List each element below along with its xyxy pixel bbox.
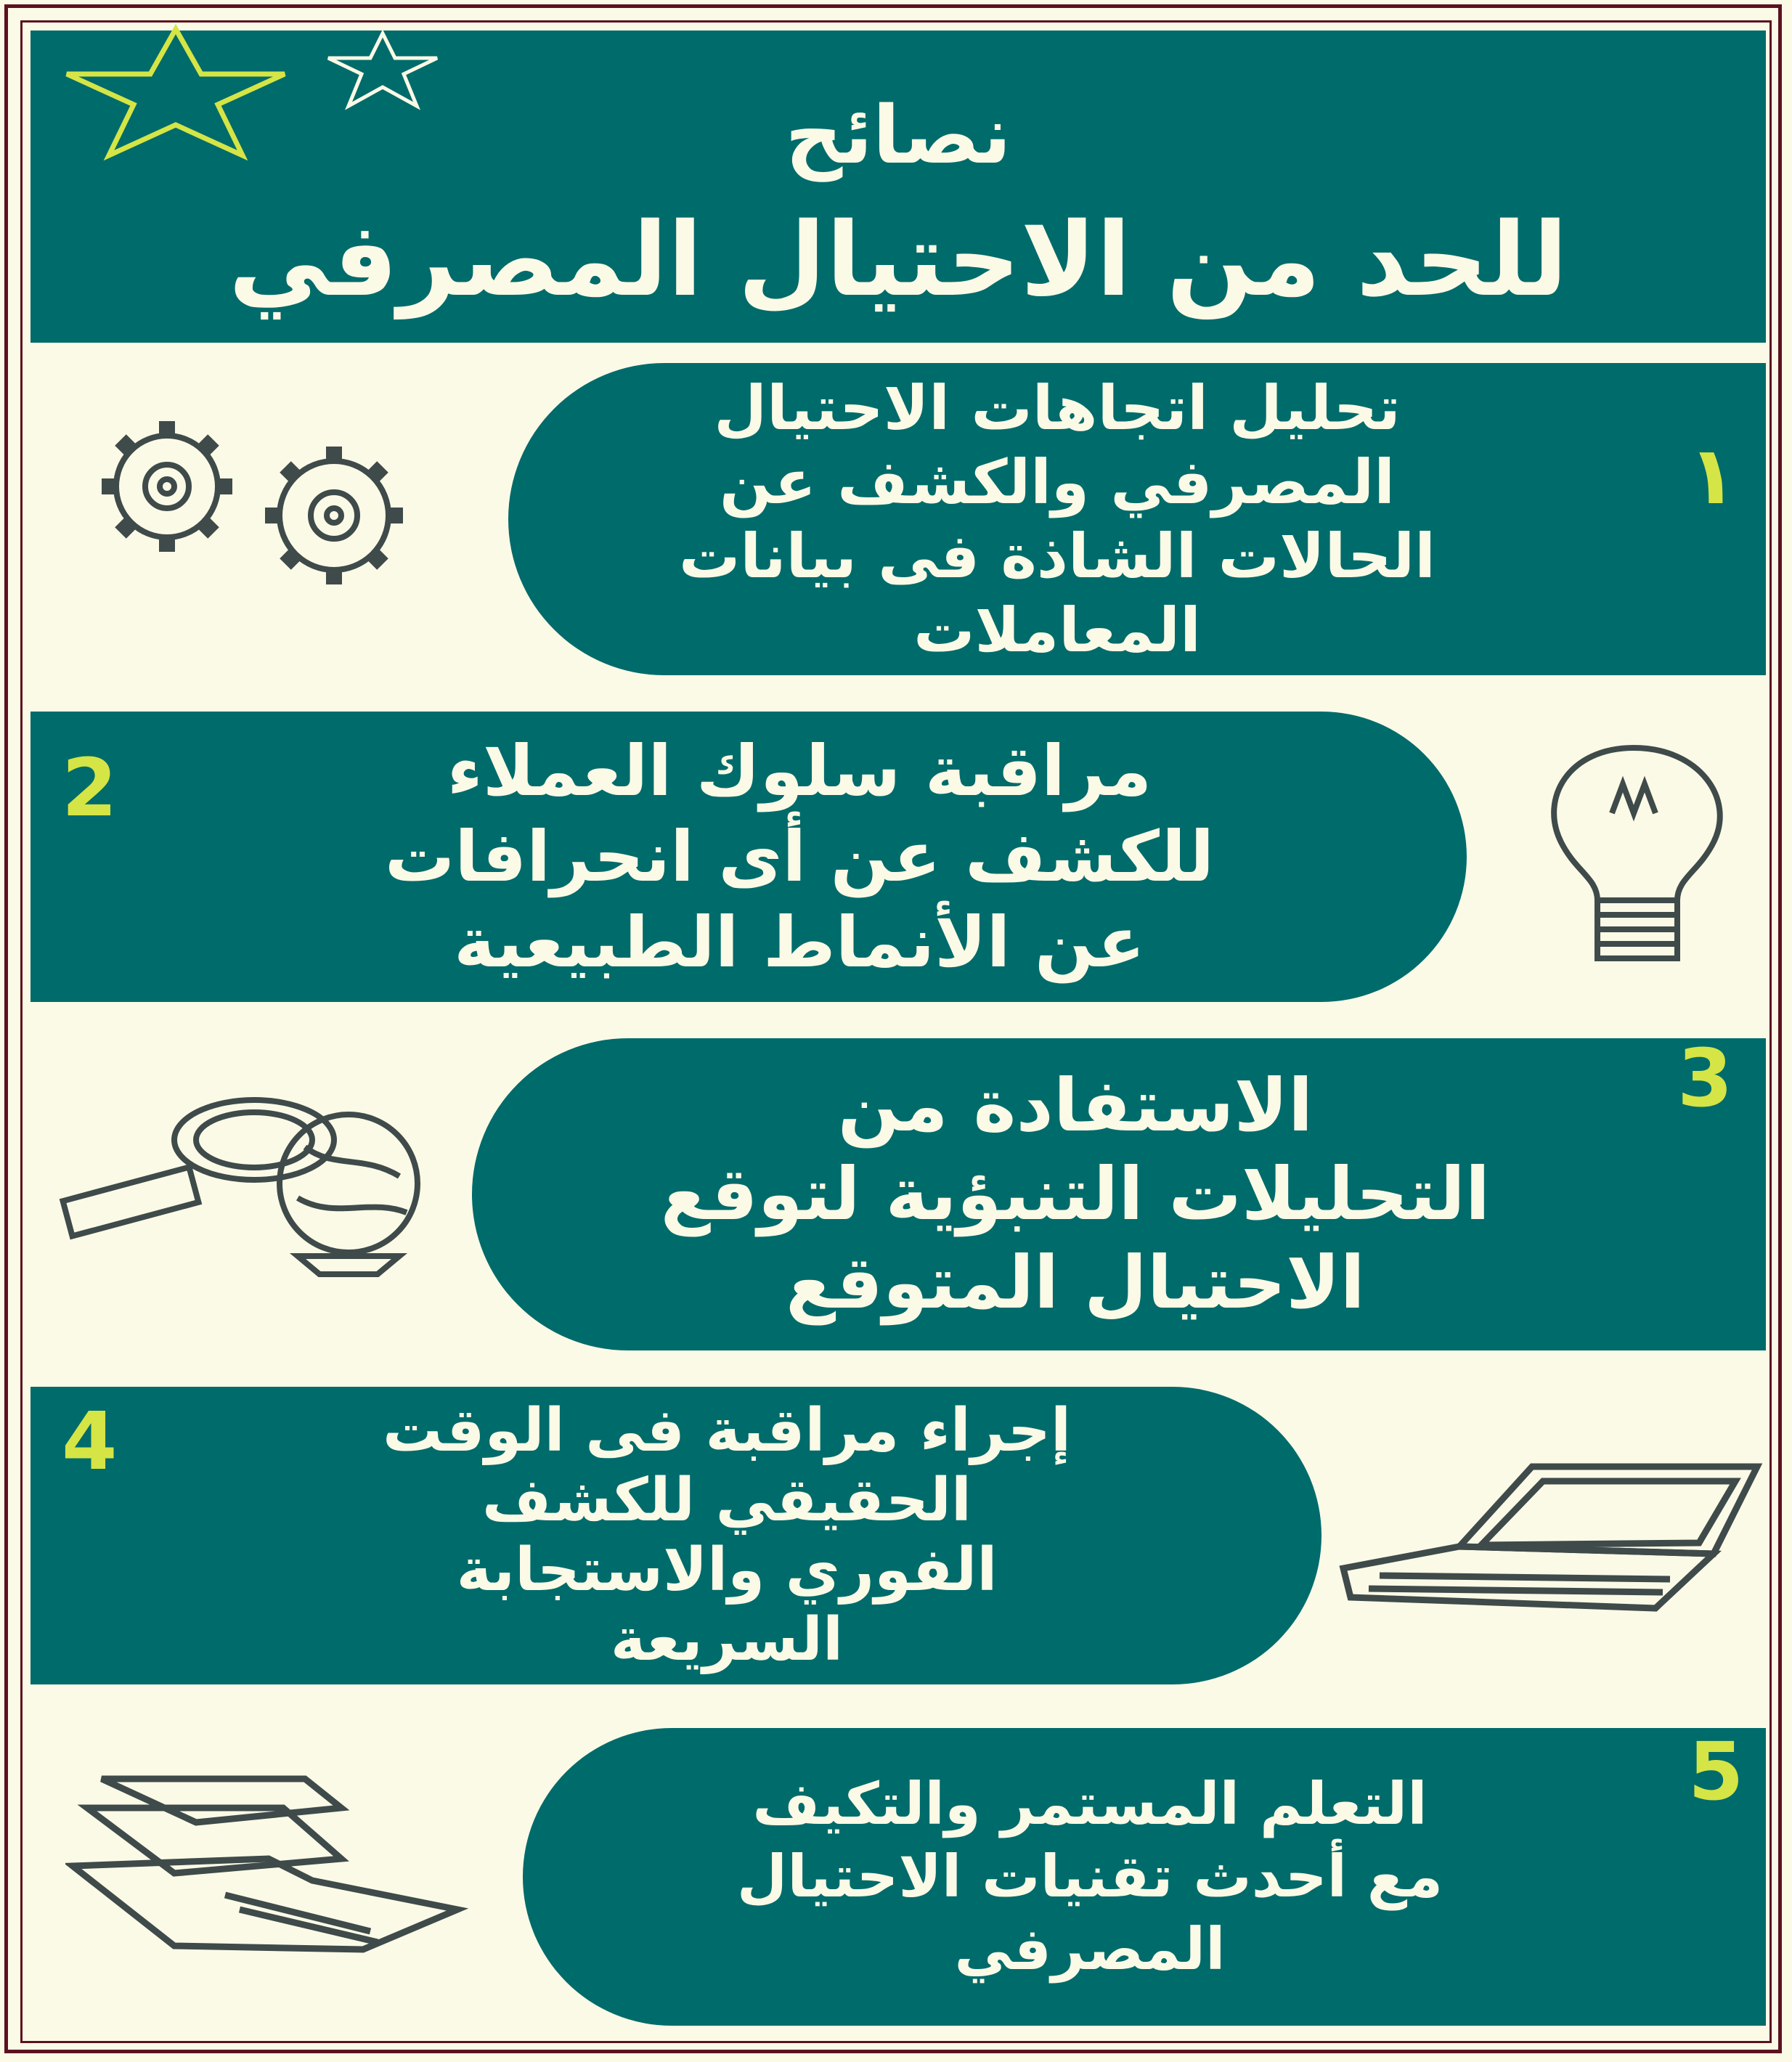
tip-2-number: 2	[62, 741, 118, 834]
tip-1-number: ١	[1688, 429, 1738, 522]
title-line-1: نصائح	[785, 89, 1011, 182]
tip-5-line-3: المصرفي	[954, 1915, 1226, 1983]
tip-4-line-2: الحقيقي للكشف	[481, 1466, 972, 1535]
laptop-icon	[1336, 1459, 1764, 1619]
tip-1-line-3: الحالات الشاذة فى بيانات	[679, 521, 1436, 592]
lightbulb-icon	[1503, 733, 1764, 966]
tip-2-line-1: مراقبة سلوك العملاء	[447, 730, 1152, 812]
tip-5-band	[523, 1725, 1766, 2026]
tip-2-line-3: عن الأنماط الطبيعية	[454, 902, 1145, 983]
tip-2-band	[30, 712, 1467, 1002]
tip-4-number: 4	[62, 1395, 118, 1488]
tip-1-line-1: تحليل اتجاهات الاحتيال	[714, 372, 1401, 444]
tip-4-line-3: الفوري والاستجابة	[456, 1536, 998, 1605]
tip-3-band	[472, 1032, 1766, 1350]
tip-1-line-2: المصرفي والكشف عن	[719, 447, 1396, 518]
tip-3-number: 3	[1677, 1032, 1733, 1125]
tip-5-line-1: التعلم المستمر والتكيف	[752, 1770, 1428, 1838]
tip-3-line-3: الاحتيال المتوقع	[786, 1240, 1365, 1325]
tip-5-number: 5	[1688, 1725, 1744, 1818]
tip-1-band	[508, 363, 1766, 675]
book-icon	[65, 1764, 472, 1953]
tip-4-band	[30, 1387, 1321, 1684]
gears-icon	[51, 414, 465, 588]
magnifier-globe-icon	[58, 1089, 465, 1278]
tip-2-line-2: للكشف عن أى انحرافات	[384, 816, 1215, 897]
header-banner	[30, 30, 1766, 343]
tip-3-line-2: التحليلات التنبؤية لتوقع	[660, 1152, 1491, 1236]
tip-4-line-4: السريعة	[610, 1605, 844, 1674]
tip-3-line-1: الاستفادة من	[837, 1063, 1314, 1148]
tip-5-line-2: مع أحدث تقنيات الاحتيال	[736, 1843, 1443, 1910]
title-line-2: للحد من الاحتيال المصرفي	[228, 201, 1568, 319]
tip-1-line-4: المعاملات	[913, 595, 1201, 666]
tip-4-line-1: إجراء مراقبة فى الوقت	[382, 1396, 1072, 1465]
